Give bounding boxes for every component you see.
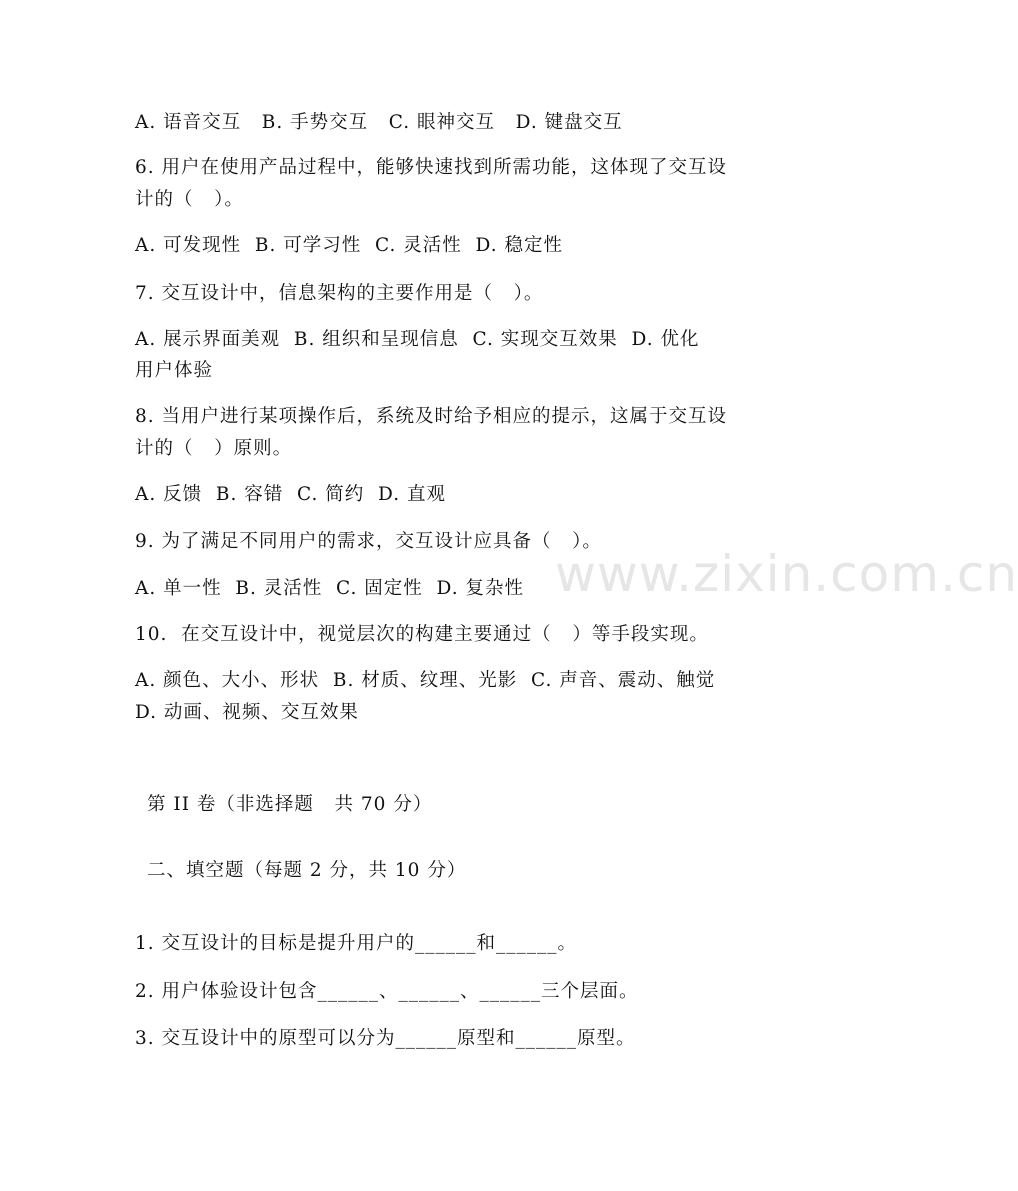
q10-options-line1: A. 颜色、大小、形状 B. 材质、纹理、光影 C. 声音、震动、触觉 bbox=[135, 670, 716, 691]
q8-stem-line2: 计的（ ）原则。 bbox=[135, 438, 293, 459]
q8-options: A. 反馈 B. 容错 C. 简约 D. 直观 bbox=[135, 484, 446, 505]
watermark: www.zixin.com.cn bbox=[555, 545, 1018, 603]
fill-blank-q1: 1. 交互设计的目标是提升用户的______和______。 bbox=[135, 933, 578, 954]
q7-options-line2: 用户体验 bbox=[135, 360, 214, 381]
q7-options-line1: A. 展示界面美观 B. 组织和呈现信息 C. 实现交互效果 D. 优化 bbox=[135, 329, 700, 350]
fill-blank-heading: 二、填空题（每题 2 分，共 10 分） bbox=[147, 860, 467, 881]
q9-options: A. 单一性 B. 灵活性 C. 固定性 D. 复杂性 bbox=[135, 578, 524, 599]
fill-blank-q2: 2. 用户体验设计包含______、______、______三个层面。 bbox=[135, 981, 639, 1002]
q6-options: A. 可发现性 B. 可学习性 C. 灵活性 D. 稳定性 bbox=[135, 235, 563, 256]
section-ii-title: 第 II 卷（非选择题 共 70 分） bbox=[147, 794, 433, 815]
q10-stem: 10. 在交互设计中，视觉层次的构建主要通过（ ）等手段实现。 bbox=[135, 624, 709, 645]
q9-stem: 9. 为了满足不同用户的需求，交互设计应具备（ ）。 bbox=[135, 531, 602, 552]
fill-blank-q3: 3. 交互设计中的原型可以分为______原型和______原型。 bbox=[135, 1028, 636, 1049]
q7-stem: 7. 交互设计中，信息架构的主要作用是（ ）。 bbox=[135, 283, 544, 304]
q5-options: A. 语音交互 B. 手势交互 C. 眼神交互 D. 键盘交互 bbox=[135, 112, 623, 133]
q8-stem-line1: 8. 当用户进行某项操作后，系统及时给予相应的提示，这属于交互设 bbox=[135, 406, 728, 427]
q6-stem-line1: 6. 用户在使用产品过程中，能够快速找到所需功能，这体现了交互设 bbox=[135, 157, 728, 178]
q6-stem-line2: 计的（ ）。 bbox=[135, 189, 244, 210]
q10-options-line2: D. 动画、视频、交互效果 bbox=[135, 702, 359, 723]
